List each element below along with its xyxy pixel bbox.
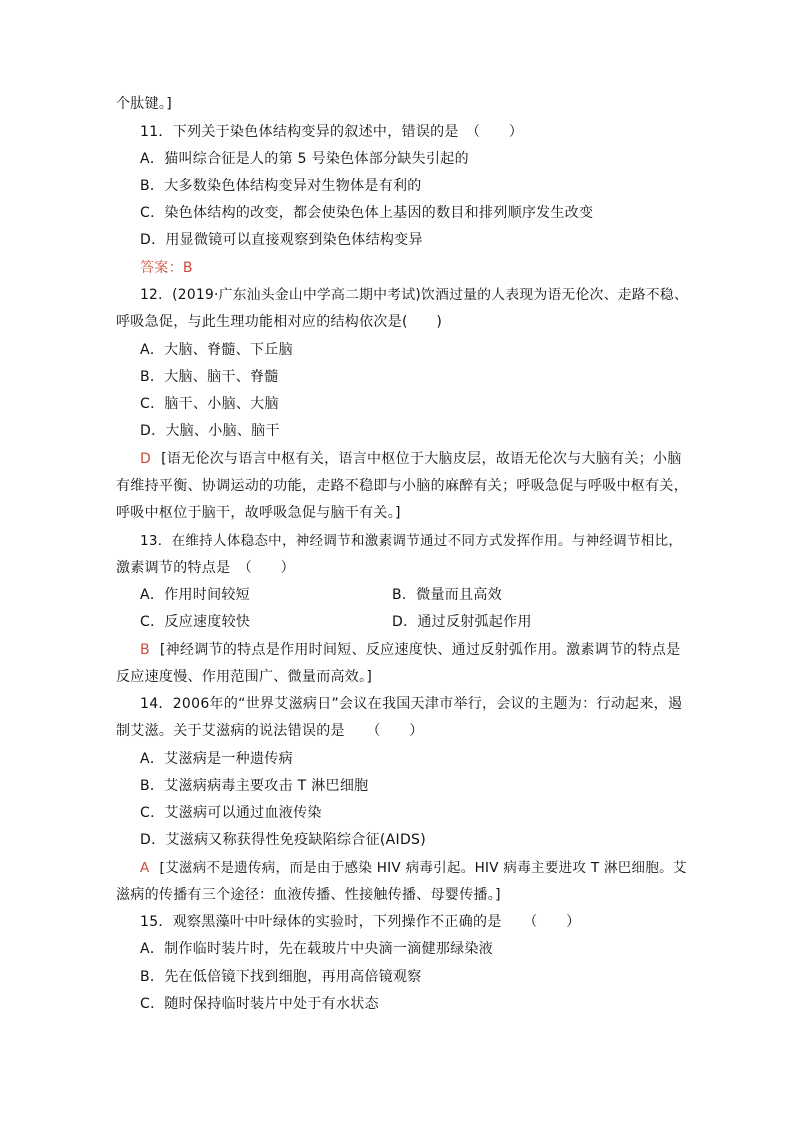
question-13-option-b: B．微量而且高效 xyxy=(392,587,503,603)
question-12-stem-line-2: 呼吸急促，与此生理功能相对应的结构依次是( ) xyxy=(116,314,443,330)
answer-key-letter: A xyxy=(140,860,150,876)
question-13-option-a: A．作用时间较短 xyxy=(140,587,250,603)
answer-key-letter: D xyxy=(140,451,152,467)
question-13-stem-line-2: 激素调节的特点是 （ ） xyxy=(116,560,295,576)
question-11-option-c: C．染色体结构的改变，都会使染色体上基因的数目和排列顺序发生改变 xyxy=(140,205,594,221)
question-11-option-a: A．猫叫综合征是人的第 5 号染色体部分缺失引起的 xyxy=(140,151,469,167)
question-14-option-c: C．艾滋病可以通过血液传染 xyxy=(140,805,322,821)
question-15-option-a: A．制作临时装片时，先在载玻片中央滴一滴健那绿染液 xyxy=(140,941,494,957)
question-14-option-d: D．艾滋病又称获得性免疫缺陷综合征(AIDS) xyxy=(140,832,426,848)
text-line: 个肽键。] xyxy=(116,96,172,112)
question-12-explanation-line-3: 呼吸中枢位于脑干，故呼吸急促与脑干有关。] xyxy=(116,505,401,521)
question-14-stem-line-1: 14．2006年的“世界艾滋病日”会议在我国天津市举行，会议的主题为：行动起来，遏 xyxy=(140,696,683,712)
explanation-text: [艾滋病不是遗传病，而是由于感染 HIV 病毒引起。HIV 病毒主要进攻 T 淋巴细胞。艾 xyxy=(159,860,687,876)
question-11-answer: 答案：B xyxy=(140,260,193,276)
question-13-option-c: C．反应速度较快 xyxy=(140,614,251,630)
explanation-text: [语无伦次与语言中枢有关，语言中枢位于大脑皮层，故语无伦次与大脑有关；小脑 xyxy=(161,451,682,467)
question-11-stem: 11．下列关于染色体结构变异的叙述中，错误的是 （ ） xyxy=(140,124,524,140)
question-15-option-c: C．随时保持临时装片中处于有水状态 xyxy=(140,996,379,1012)
question-12-explanation-line-2: 有维持平衡、协调运动的功能，走路不稳即与小脑的麻醉有关；呼吸急促与呼吸中枢有关， xyxy=(116,478,688,494)
question-13-explanation-line-2: 反应速度慢、作用范围广、微量而高效。] xyxy=(116,669,373,685)
question-14-explanation-line-2: 滋病的传播有三个途径：血液传播、性接触传播、母婴传播。] xyxy=(116,887,501,903)
question-12-option-c: C．脑干、小脑、大脑 xyxy=(140,396,279,412)
question-13-option-d: D．通过反射弧起作用 xyxy=(392,614,532,630)
question-14-explanation-line-1 xyxy=(140,859,687,877)
question-11-option-b: B．大多数染色体结构变异对生物体是有利的 xyxy=(140,178,422,194)
question-14-option-b: B．艾滋病病毒主要攻击 T 淋巴细胞 xyxy=(140,778,369,794)
question-12-stem-line-1: 12．(2019·广东汕头金山中学高二期中考试)饮酒过量的人表现为语无伦次、走路不稳、 xyxy=(140,287,688,303)
question-12-explanation-line-1 xyxy=(140,450,682,468)
question-13-stem-line-1: 13．在维持人体稳态中，神经调节和激素调节通过不同方式发挥作用。与神经调节相比， xyxy=(140,533,683,549)
question-15-stem: 15．观察黑藻叶中叶绿体的实验时，下列操作不正确的是 （ ） xyxy=(140,914,581,930)
question-14-option-a: A．艾滋病是一种遗传病 xyxy=(140,751,293,767)
answer-key-letter: B xyxy=(140,642,150,658)
question-15-option-b: B．先在低倍镜下找到细胞，再用高倍镜观察 xyxy=(140,969,422,985)
question-13-explanation-line-1 xyxy=(140,641,680,659)
question-12-option-d: D．大脑、小脑、脑干 xyxy=(140,423,280,439)
question-12-option-a: A．大脑、脊髓、下丘脑 xyxy=(140,342,293,358)
question-14-stem-line-2: 制艾滋。关于艾滋病的说法错误的是 （ ） xyxy=(116,723,424,739)
explanation-text: [神经调节的特点是作用时间短、反应速度快、通过反射弧作用。激素调节的特点是 xyxy=(159,642,681,658)
question-11-option-d: D．用显微镜可以直接观察到染色体结构变异 xyxy=(140,232,423,248)
question-12-option-b: B．大脑、脑干、脊髓 xyxy=(140,369,279,385)
